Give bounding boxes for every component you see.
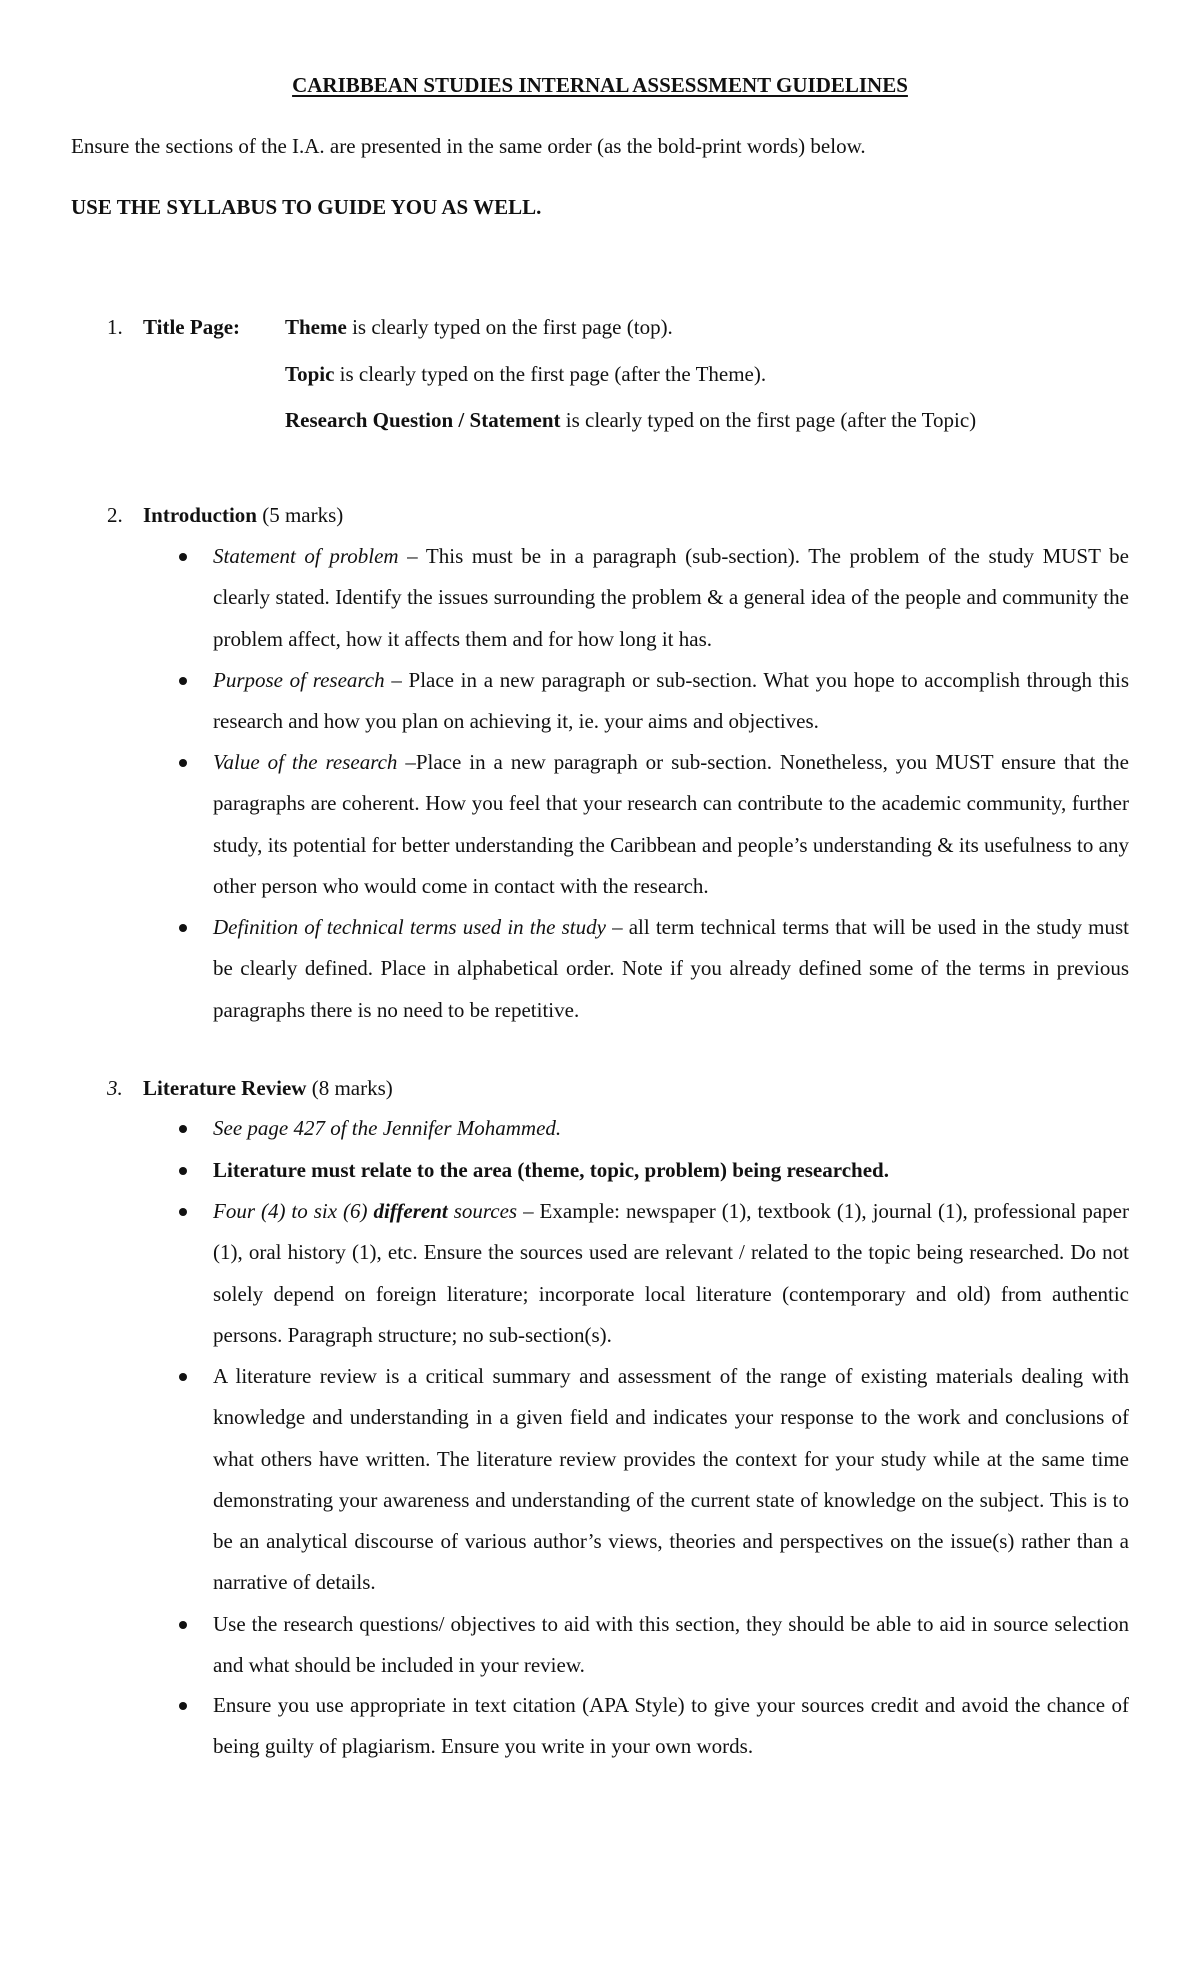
marks-label: (8 marks) bbox=[306, 1076, 393, 1100]
bullet-icon bbox=[179, 1702, 187, 1710]
bullet-body: –Place in a new paragraph or sub-section. Nonetheless, you MUST ensure that the paragraphs are coherent. How you feel that your research can contribute to the academic community, further study, its potential for better understanding the Caribbean and people’s understanding & its usefulness to any other person who would come in contact with the research. bbox=[213, 750, 1129, 898]
bullet-body: – This must be in a paragraph (sub-section). The problem of the study MUST be clearly stated. Identify the issues surrounding the problem & a general idea of the people and community the problem affect, how it affects them and for how long it has. bbox=[213, 544, 1129, 651]
bullet-lead: Definition of technical terms used in the study bbox=[213, 915, 606, 939]
title-page-item-theme bbox=[285, 314, 673, 340]
item-text: is clearly typed on the first page (top). bbox=[346, 315, 673, 339]
section-number: 3. bbox=[107, 1076, 123, 1100]
bullet-lead: Value of the research bbox=[213, 750, 398, 774]
bullet-lead: Four (4) to six (6) bbox=[213, 1199, 374, 1223]
marks-label: (5 marks) bbox=[256, 503, 344, 527]
bullet-purpose-of-research bbox=[213, 660, 1129, 743]
item-text: is clearly typed on the first page (after the Theme). bbox=[334, 362, 767, 386]
bullet-statement-of-problem bbox=[213, 536, 1129, 660]
title-page-item-topic bbox=[285, 361, 766, 387]
heading-bold: Introduction bbox=[143, 503, 257, 527]
section-heading: Title Page: bbox=[143, 315, 241, 339]
bullet-literature-must-relate bbox=[213, 1150, 1129, 1191]
bullet-italic-text: See page 427 of the Jennifer Mohammed. bbox=[213, 1116, 562, 1140]
bullet-definition-of-terms bbox=[213, 907, 1129, 1031]
bullet-icon bbox=[179, 1125, 187, 1133]
section-number: 1. bbox=[107, 315, 123, 339]
bullet-four-to-six-sources bbox=[213, 1191, 1129, 1356]
bullet-apa-citation bbox=[213, 1685, 1129, 1768]
bullet-icon bbox=[179, 553, 187, 561]
bullet-icon bbox=[179, 1373, 187, 1381]
item-bold: Topic bbox=[285, 362, 335, 386]
bullet-icon bbox=[179, 1208, 187, 1216]
bullet-literature-review-definition bbox=[213, 1356, 1129, 1604]
bullet-body: – all term technical terms that will be used in the study must be clearly defined. Place in alphabetical order. Note if you already defined some of the terms in previous paragraphs there is no need to be repetitive. bbox=[213, 915, 1130, 1022]
title-page-item-research-question bbox=[285, 407, 976, 433]
item-bold: Research Question / Statement bbox=[285, 408, 561, 432]
bullet-value-of-research bbox=[213, 742, 1129, 907]
bullet-icon bbox=[179, 759, 187, 767]
bullet-body: – Example: newspaper (1), textbook (1), journal (1), professional paper (1), oral history (1), etc. Ensure the sources used are relevant / related to the topic being researched. Do not solely depend on foreign literature; incorporate local literature (contemporary and old) from authentic persons. Paragraph structure; no sub-section(s). bbox=[213, 1199, 1129, 1347]
bullet-icon bbox=[179, 1621, 187, 1629]
bullet-body: – Place in a new paragraph or sub-section. What you hope to accomplish through this research and how you plan on achieving it, ie. your aims and objectives. bbox=[213, 668, 1129, 734]
section-heading bbox=[143, 1075, 393, 1101]
bullet-bold-text: Literature must relate to the area (theme, topic, problem) being researched. bbox=[213, 1158, 889, 1182]
bullet-lead: Purpose of research bbox=[213, 668, 385, 692]
bullet-icon bbox=[179, 1167, 187, 1175]
bullet-icon bbox=[179, 677, 187, 685]
bullet-body: Ensure you use appropriate in text citation (APA Style) to give your sources credit and avoid the chance of being guilty of plagiarism. Ensure you write in your own words. bbox=[213, 1693, 1129, 1759]
item-text: is clearly typed on the first page (after the Topic) bbox=[560, 408, 977, 432]
bullet-see-page bbox=[213, 1108, 1129, 1149]
intro-line: Ensure the sections of the I.A. are presented in the same order (as the bold-print words) below. bbox=[71, 134, 866, 158]
heading-bold: Literature Review bbox=[143, 1076, 307, 1100]
bullet-lead: Statement of problem bbox=[213, 544, 399, 568]
page-title: CARIBBEAN STUDIES INTERNAL ASSESSMENT GUIDELINES bbox=[292, 73, 908, 97]
bullet-use-research-questions bbox=[213, 1604, 1129, 1687]
section-number: 2. bbox=[107, 503, 123, 527]
bullet-lead-emphasis: different bbox=[373, 1199, 448, 1223]
bullet-lead: sources bbox=[447, 1199, 518, 1223]
bullet-body: A literature review is a critical summary and assessment of the range of existing materials dealing with knowledge and understanding in a given field and indicates your response to the work and conclusions of what others have written. The literature review provides the context for your study while at the same time demonstrating your awareness and understanding of the current state of knowledge on the subject. This is to be an analytical discourse of various author’s views, theories and perspectives on the issue(s) rather than a narrative of details. bbox=[213, 1364, 1129, 1595]
item-bold: Theme bbox=[285, 315, 347, 339]
bullet-icon bbox=[179, 924, 187, 932]
section-heading bbox=[143, 502, 343, 528]
bullet-body: Use the research questions/ objectives to aid with this section, they should be able to aid in source selection and what should be included in your review. bbox=[213, 1612, 1129, 1678]
syllabus-note: USE THE SYLLABUS TO GUIDE YOU AS WELL. bbox=[71, 195, 542, 219]
